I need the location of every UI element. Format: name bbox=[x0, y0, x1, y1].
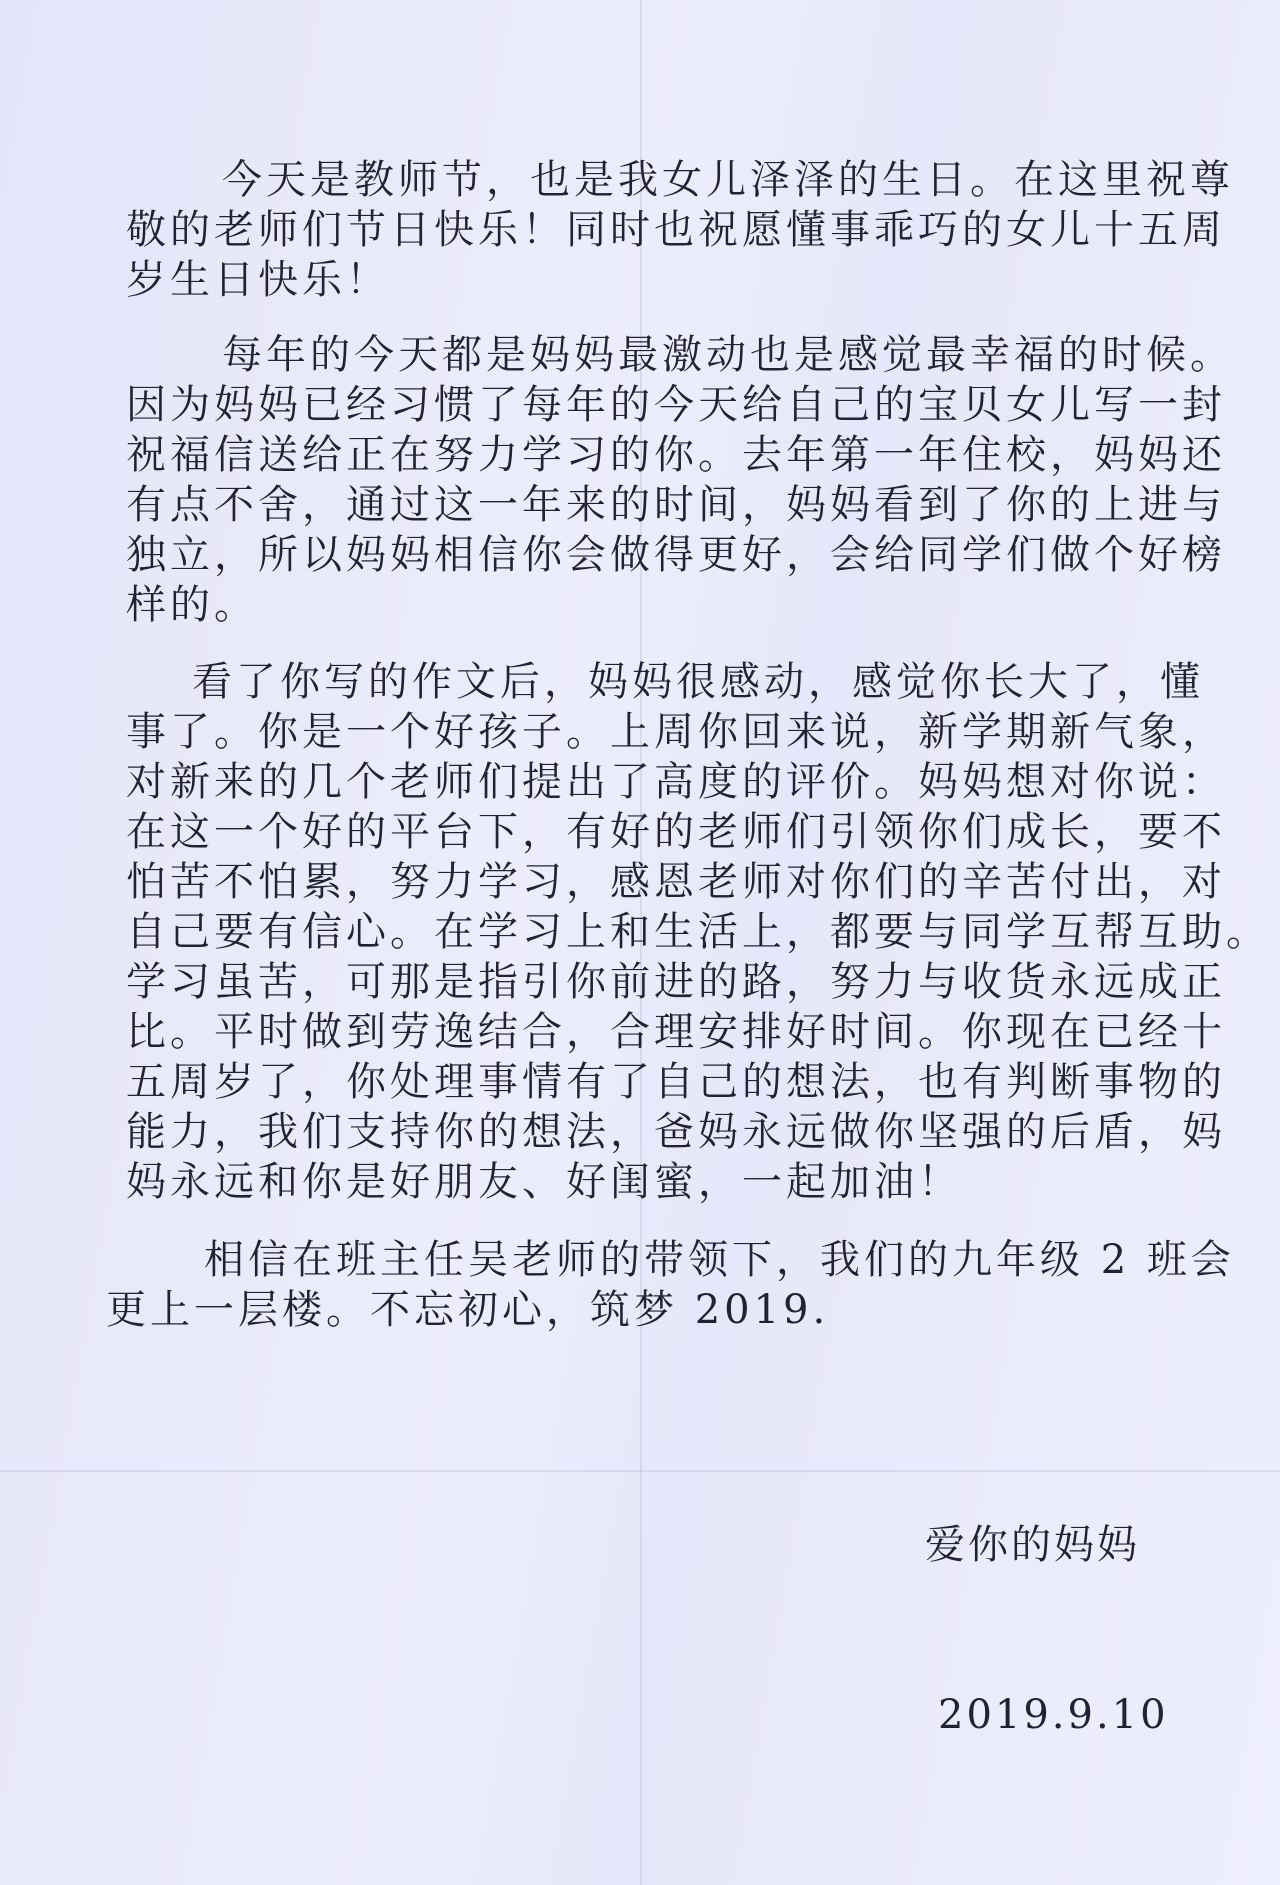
text-line: 在这一个好的平台下，有好的老师们引领你们成长，要不 bbox=[126, 809, 1226, 855]
text-line: 今天是教师节，也是我女儿泽泽的生日。在这里祝尊 bbox=[222, 157, 1234, 203]
text-line: 更上一层楼。不忘初心，筑梦 2019. bbox=[106, 1287, 830, 1333]
text-line: 事了。你是一个好孩子。上周你回来说，新学期新气象， bbox=[126, 709, 1226, 755]
text-line: 比。平时做到劳逸结合，合理安排好时间。你现在已经十 bbox=[126, 1009, 1226, 1055]
text-line: 学习虽苦，可那是指引你前进的路，努力与收货永远成正 bbox=[126, 959, 1226, 1005]
text-line: 独立，所以妈妈相信你会做得更好，会给同学们做个好榜 bbox=[126, 532, 1226, 578]
paper-fold-horizontal bbox=[0, 1470, 1280, 1472]
text-line: 能力，我们支持你的想法，爸妈永远做你坚强的后盾，妈 bbox=[126, 1109, 1226, 1155]
text-line: 怕苦不怕累，努力学习，感恩老师对你们的辛苦付出，对 bbox=[126, 859, 1226, 905]
text-line: 自己要有信心。在学习上和生活上，都要与同学互帮互助。 bbox=[126, 909, 1270, 955]
text-line: 五周岁了，你处理事情有了自己的想法，也有判断事物的 bbox=[126, 1059, 1226, 1105]
text-line: 看了你写的作文后，妈妈很感动，感觉你长大了，懂 bbox=[192, 659, 1204, 705]
text-line: 对新来的几个老师们提出了高度的评价。妈妈想对你说： bbox=[126, 759, 1226, 805]
text-line: 样的。 bbox=[126, 582, 258, 628]
text-line: 有点不舍，通过这一年来的时间，妈妈看到了你的上进与 bbox=[126, 482, 1226, 528]
text-line: 相信在班主任吴老师的带领下，我们的九年级 2 班会 bbox=[204, 1237, 1235, 1283]
text-line: 敬的老师们节日快乐！同时也祝愿懂事乖巧的女儿十五周 bbox=[126, 207, 1226, 253]
paragraph-advice bbox=[126, 657, 1270, 1207]
text-line: 祝福信送给正在努力学习的你。去年第一年住校，妈妈还 bbox=[126, 432, 1226, 478]
paragraph-greeting bbox=[126, 155, 1234, 305]
text-line: 每年的今天都是妈妈最激动也是感觉最幸福的时候。 bbox=[222, 332, 1234, 378]
text-line: 妈永远和你是好朋友、好闺蜜，一起加油！ bbox=[126, 1159, 962, 1205]
text-line: 因为妈妈已经习惯了每年的今天给自己的宝贝女儿写一封 bbox=[126, 382, 1226, 428]
paragraph-closing bbox=[106, 1235, 1235, 1335]
paragraph-every-year bbox=[126, 330, 1234, 630]
signature: 爱你的妈妈 bbox=[925, 1522, 1140, 1568]
letter-date: 2019.9.10 bbox=[938, 1692, 1169, 1738]
text-line: 岁生日快乐！ bbox=[126, 257, 390, 303]
